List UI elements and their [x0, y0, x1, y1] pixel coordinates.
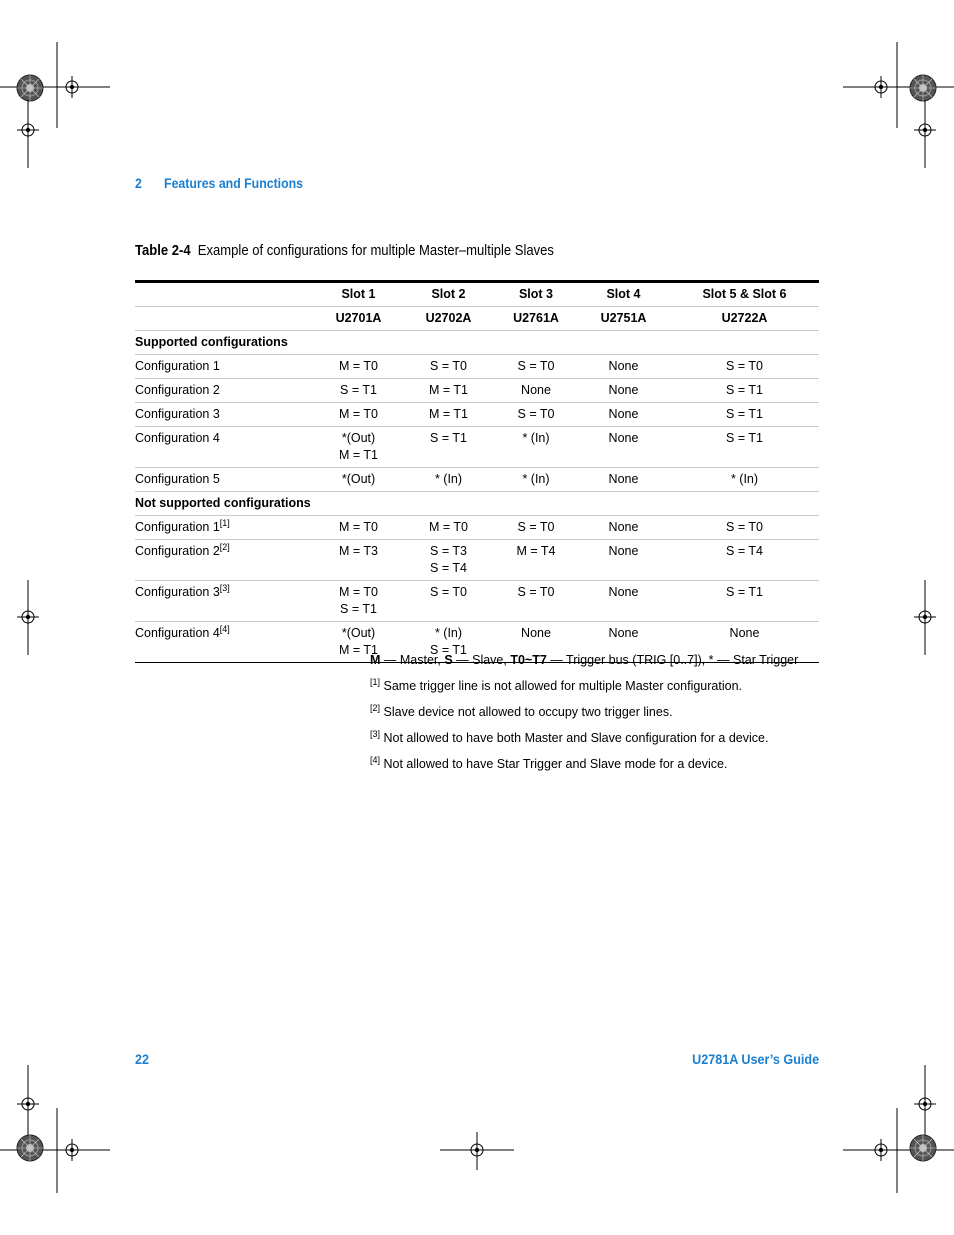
cell-line: M = T0	[338, 407, 379, 421]
legend-t-text: — Trigger bus (TRIG [0..7]), * — Star Trigger	[546, 653, 799, 667]
cell-line: M = T4	[516, 544, 556, 558]
model-header-row	[135, 307, 819, 331]
table-cell	[315, 403, 402, 427]
config-name	[135, 355, 315, 379]
model-header: U2702A	[402, 307, 495, 331]
cell-line: None	[608, 544, 639, 558]
footnote-ref: [3]	[370, 729, 381, 739]
table-row	[135, 468, 819, 492]
cell-line: * (In)	[434, 626, 463, 640]
cell-line: M = T0	[338, 585, 379, 599]
cell-line: M = T0	[428, 520, 469, 534]
config-name-text: Configuration 4	[135, 626, 220, 640]
table-cell	[670, 427, 819, 468]
chapter-title: Features and Functions	[164, 175, 304, 191]
chapter-header	[135, 175, 303, 191]
legend	[370, 652, 798, 668]
footnote-ref: [2]	[370, 703, 381, 713]
footnote	[370, 704, 798, 720]
table-cell	[495, 427, 577, 468]
config-name	[135, 516, 315, 540]
table-cell	[670, 355, 819, 379]
cell-line: S = T1	[726, 431, 763, 445]
cell-line: M = T1	[428, 383, 469, 397]
table-cell	[577, 355, 670, 379]
table-cell	[670, 468, 819, 492]
table-notes	[370, 652, 798, 782]
section-title-unsupported: Not supported configurations	[135, 492, 819, 516]
model-header: U2751A	[577, 307, 670, 331]
cell-line: *(Out)	[341, 431, 376, 445]
table-cell	[315, 540, 402, 581]
table-row	[135, 427, 819, 468]
cell-line: S = T0	[517, 359, 555, 373]
table-cell	[577, 468, 670, 492]
cell-line: None	[608, 431, 639, 445]
cell-line: S = T1	[340, 602, 377, 616]
config-name	[135, 581, 315, 622]
model-header: U2761A	[495, 307, 577, 331]
footnote-ref: [2]	[219, 542, 230, 552]
table-cell	[670, 516, 819, 540]
cell-line: * (In)	[522, 472, 550, 486]
page-number: 22	[135, 1051, 150, 1067]
config-name-text: Configuration 5	[135, 472, 220, 486]
cell-line: S = T4	[430, 561, 467, 575]
cell-line: S = T1	[430, 643, 467, 657]
table-cell	[402, 403, 495, 427]
footnote-text: Not allowed to have both Master and Slave configuration for a device.	[383, 731, 769, 745]
table-cell	[315, 516, 402, 540]
slot-header-row	[135, 282, 819, 307]
cell-line: S = T1	[726, 383, 763, 397]
table-row	[135, 540, 819, 581]
config-name-text: Configuration 4	[135, 431, 220, 445]
table-cell	[577, 379, 670, 403]
cell-line: None	[608, 472, 639, 486]
table-cell	[315, 468, 402, 492]
slot-header: Slot 1	[315, 282, 402, 307]
footnote	[370, 730, 798, 746]
table-cell	[670, 379, 819, 403]
cell-line: M = T1	[428, 407, 469, 421]
cell-line: M = T1	[338, 643, 379, 657]
table-row	[135, 355, 819, 379]
footnote	[370, 756, 798, 772]
cell-line: None	[729, 626, 760, 640]
table-cell	[402, 540, 495, 581]
table-cell	[495, 379, 577, 403]
config-name	[135, 468, 315, 492]
cell-line: S = T3	[430, 544, 467, 558]
cell-line: S = T1	[430, 431, 467, 445]
table-cell	[495, 403, 577, 427]
section-title-supported: Supported configurations	[135, 331, 819, 355]
footnote-ref: [4]	[219, 624, 230, 634]
header-blank	[135, 282, 315, 307]
cell-line: * (In)	[730, 472, 759, 486]
table-cell	[670, 581, 819, 622]
table-cell	[495, 516, 577, 540]
configuration-table	[135, 280, 819, 663]
footnote-ref: [1]	[370, 677, 381, 687]
cell-line: None	[521, 383, 551, 397]
table-cell	[402, 427, 495, 468]
table-cell	[577, 516, 670, 540]
table-row	[135, 516, 819, 540]
footnote-text: Not allowed to have Star Trigger and Slave mode for a device.	[383, 757, 728, 771]
table-cell	[577, 540, 670, 581]
table-cell	[670, 403, 819, 427]
table-cell	[315, 379, 402, 403]
slot-header: Slot 5 & Slot 6	[670, 282, 819, 307]
section-row-unsupported	[135, 492, 819, 516]
guide-title: U2781A User’s Guide	[692, 1051, 819, 1067]
cell-line: * (In)	[522, 431, 550, 445]
footnote-ref: [3]	[219, 583, 230, 593]
table-cell	[315, 355, 402, 379]
cell-line: M = T1	[338, 448, 379, 462]
table-row	[135, 581, 819, 622]
footnote	[370, 678, 798, 694]
table-label: Table 2-4	[135, 243, 191, 259]
cell-line: None	[521, 626, 551, 640]
config-name-text: Configuration 3	[135, 407, 220, 421]
legend-m: M	[370, 653, 381, 667]
cell-line: S = T0	[517, 520, 555, 534]
config-name-text: Configuration 1	[135, 520, 220, 534]
config-name-text: Configuration 1	[135, 359, 220, 373]
table-cell	[577, 403, 670, 427]
config-name	[135, 379, 315, 403]
table-caption	[135, 243, 554, 259]
config-name	[135, 427, 315, 468]
legend-s: S	[444, 653, 453, 667]
cell-line: S = T4	[726, 544, 763, 558]
cell-line: S = T0	[726, 520, 763, 534]
slot-header: Slot 4	[577, 282, 670, 307]
table-cell	[495, 468, 577, 492]
cell-line: None	[608, 383, 639, 397]
slot-header: Slot 3	[495, 282, 577, 307]
footnote-ref: [4]	[370, 755, 381, 765]
cell-line: *(Out)	[341, 626, 376, 640]
cell-line: S = T1	[726, 585, 763, 599]
footnote-text: Same trigger line is not allowed for multiple Master configuration.	[383, 679, 743, 693]
table-cell	[577, 427, 670, 468]
table-cell	[577, 581, 670, 622]
footnote-ref: [1]	[219, 518, 230, 528]
config-name-text: Configuration 2	[135, 544, 220, 558]
table-cell	[402, 355, 495, 379]
table-cell	[402, 581, 495, 622]
table-cell	[495, 355, 577, 379]
cell-line: S = T0	[430, 585, 467, 599]
legend-t: T0~T7	[510, 653, 547, 667]
config-name	[135, 403, 315, 427]
cell-line: None	[608, 585, 639, 599]
config-name-text: Configuration 3	[135, 585, 220, 599]
legend-m-text: — Master,	[380, 653, 445, 667]
chapter-number: 2	[135, 175, 142, 191]
cell-line: *(Out)	[341, 472, 376, 486]
cell-line: * (In)	[434, 472, 463, 486]
table-cell	[315, 427, 402, 468]
cell-line: M = T3	[338, 544, 379, 558]
table-cell	[670, 540, 819, 581]
table-caption-text: Example of configurations for multiple Master–multiple Slaves	[197, 243, 554, 259]
table-cell	[495, 540, 577, 581]
cell-line: S = T0	[517, 407, 555, 421]
table-row	[135, 379, 819, 403]
cell-line: S = T0	[517, 585, 555, 599]
slot-header: Slot 2	[402, 282, 495, 307]
config-name	[135, 540, 315, 581]
cell-line: S = T0	[726, 359, 763, 373]
section-row-supported	[135, 331, 819, 355]
cell-line: None	[608, 626, 639, 640]
cell-line: None	[608, 407, 639, 421]
model-header: U2701A	[315, 307, 402, 331]
cell-line: S = T1	[726, 407, 763, 421]
table-row	[135, 403, 819, 427]
header-blank	[135, 307, 315, 331]
cell-line: None	[608, 359, 639, 373]
config-name	[135, 622, 315, 663]
config-name-text: Configuration 2	[135, 383, 220, 397]
cell-line: S = T0	[430, 359, 467, 373]
table-cell	[495, 581, 577, 622]
cell-line: S = T1	[340, 383, 377, 397]
cell-line: M = T0	[338, 359, 379, 373]
cell-line: None	[608, 520, 639, 534]
table-cell	[315, 581, 402, 622]
model-header: U2722A	[670, 307, 819, 331]
footnote-text: Slave device not allowed to occupy two trigger lines.	[383, 705, 673, 719]
table-cell	[402, 468, 495, 492]
legend-s-text: — Slave,	[452, 653, 511, 667]
table-cell	[402, 516, 495, 540]
table-cell	[402, 379, 495, 403]
cell-line: M = T0	[338, 520, 379, 534]
